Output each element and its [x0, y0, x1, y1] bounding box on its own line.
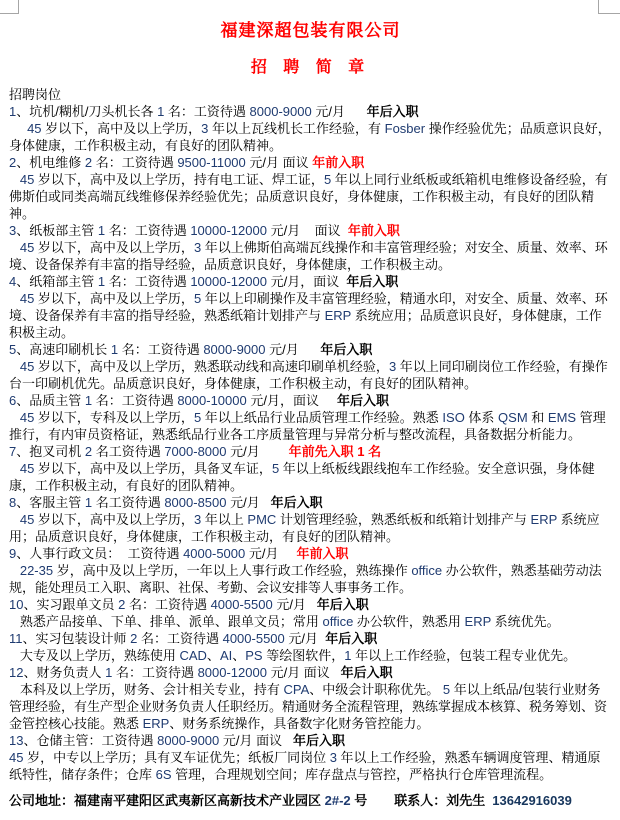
document-page	[9, 10, 612, 783]
job-entry-timing-label: 年前入职	[347, 223, 400, 238]
company-address: 公司地址：福建南平建阳区武夷新区高新技术产业园区 2#-2 号	[9, 793, 368, 808]
job-header-text: 4、纸箱部主管 1 名：工资待遇 10000-12000 元/月，面议	[9, 274, 347, 289]
job-header-text: 12、财务负责人 1 名：工资待遇 8000-12000 元/月 面议	[9, 665, 341, 680]
job-entry-timing-label: 年前入职	[312, 155, 365, 170]
job-desc: 45 岁以下，高中及以上学历，3 年以上 PMC 计划管理经验，熟悉纸板和纸箱计划排产与 ERP 系统应用；品质意识良好，身体健康，工作积极主动，有良好的团队精神。	[9, 512, 600, 544]
job-desc: 45 岁，中专以上学历；具有叉车证优先；纸板厂同岗位 3 年以上工作经验，熟悉车辆调度管理、精通原纸特性，储存条件；仓库 6S 管理，合理规划空间；库存盘点与管控，严格执行仓库管理流程。	[9, 750, 601, 782]
job-entry-timing-label: 年后入职	[316, 597, 369, 612]
job-entry-timing-label: 年前先入职 1 名	[288, 444, 382, 459]
job-desc: 45 岁以下，高中及以上学历，5 年以上印刷操作及丰富管理经验，精通水印，对安全、质量、效率、环境、设备保养有丰富的指导经验，熟悉纸箱计划排产与 ERP 系统应用；品质意识良好，身体健康，工作积极主动。	[9, 291, 608, 340]
job-header-text: 3、纸板部主管 1 名：工资待遇 10000-12000 元/月 面议	[9, 223, 348, 238]
job-header	[9, 222, 612, 239]
job-header	[9, 630, 612, 647]
job-header	[9, 494, 612, 511]
job-header-text: 5、高速印刷机长 1 名：工资待遇 8000-9000 元/月	[9, 342, 321, 357]
job-header	[9, 103, 612, 120]
recruitment-heading: 招 聘 简 章	[250, 59, 371, 76]
job-header	[9, 664, 612, 681]
job-header-text: 2、机电维修 2 名：工资待遇 9500-11000 元/月 面议	[9, 155, 313, 170]
contact-person: 联系人：刘先生	[394, 793, 486, 808]
job-entry-timing-label: 年后入职	[292, 733, 345, 748]
job-header-text: 13、仓储主管：工资待遇 8000-9000 元/月 面议	[9, 733, 293, 748]
job-header-text: 10、实习跟单文员 2 名：工资待遇 4000-5500 元/月	[9, 597, 317, 612]
job-header-text: 8、客服主管 1 名工资待遇 8000-8500 元/月	[9, 495, 271, 510]
job-entry-timing-label: 年后入职	[346, 274, 399, 289]
job-desc: 45 岁以下，高中及以上学历，具备叉车证，5 年以上纸板线跟线抱车工作经验。安全意识强，身体健康，工作积极主动，有良好的团队精神。	[9, 461, 595, 493]
job-desc: 熟悉产品接单、下单、排单、派单、跟单文员；常用 office 办公软件，熟悉用 ERP 系统优先。	[9, 614, 560, 629]
job-entry-timing-label: 年后入职	[340, 665, 393, 680]
job-header	[9, 341, 612, 358]
job-list	[9, 103, 612, 783]
job-entry-timing-label: 年后入职	[366, 104, 419, 119]
job-header-text: 7、抱叉司机 2 名工资待遇 7000-8000 元/月	[9, 444, 289, 459]
recruitment-section-label: 招聘岗位	[9, 87, 62, 102]
job-header	[9, 596, 612, 613]
job-header-text: 6、品质主管 1 名：工资待遇 8000-10000 元/月，面议	[9, 393, 338, 408]
contact-phone: 13642916039	[492, 793, 572, 808]
job-entry-timing-label: 年前入职	[296, 546, 349, 561]
job-header	[9, 545, 612, 562]
job-header	[9, 273, 612, 290]
job-header	[9, 732, 612, 749]
footer-contact-line	[9, 790, 612, 809]
company-title: 福建深超包装有限公司	[220, 21, 401, 40]
job-desc: 大专及以上学历，熟练使用 CAD、AI、PS 等绘图软件，1 年以上工作经验，包装工程专业优先。	[9, 648, 577, 663]
job-entry-timing-label: 年后入职	[337, 393, 390, 408]
job-header-text: 9、人事行政文员： 工资待遇 4000-5000 元/月	[9, 546, 297, 561]
job-desc: 45 岁以下，专科及以上学历，5 年以上纸品行业品质管理工作经验。熟悉 ISO 体系 QSM 和 EMS 管理推行，有内审员资格证，熟悉纸品行业各工序质量管理与异常分析与整改流程，具备数据分析能力。	[9, 410, 606, 442]
job-header	[9, 443, 612, 460]
job-header-text: 11、实习包装设计师 2 名：工资待遇 4000-5500 元/月	[9, 631, 326, 646]
job-desc: 22-35 岁，高中及以上学历，一年以上人事行政工作经验，熟练操作 office 办公软件，熟悉基础劳动法规，能处理员工入职、离职、社保、考勤、会议安排等人事事务工作。	[9, 563, 602, 595]
job-entry-timing-label: 年后入职	[320, 342, 373, 357]
job-header	[9, 154, 612, 171]
job-entry-timing-label: 年后入职	[270, 495, 323, 510]
job-entry-timing-label: 年后入职	[325, 631, 378, 646]
job-header	[9, 392, 612, 409]
job-header-text: 1、坑机/糊机/刀头机长各 1 名：工资待遇 8000-9000 元/月	[9, 104, 367, 119]
job-desc: 45 岁以下，高中及以上学历，3 年以上瓦线机长工作经验，有 Fosber 操作经验优先；品质意识良好，身体健康，工作积极主动，有良好的团队精神。	[9, 121, 611, 153]
job-desc: 45 岁以下，高中及以上学历，持有电工证、焊工证，5 年以上同行业纸板或纸箱机电维修设备经验，有佛斯伯或同类高端瓦线维修保养经验优先；品质意识良好，身体健康，工作积极主动，有良好的团队精神。	[9, 172, 608, 221]
job-desc: 45 岁以下，高中及以上学历，熟悉联动线和高速印刷单机经验，3 年以上同印刷岗位工作经验，有操作台一印刷机优先。品质意识良好，身体健康，工作积极主动，有良好的团队精神。	[9, 359, 608, 391]
job-desc: 45 岁以下，高中及以上学历，3 年以上佛斯伯高端瓦线操作和丰富管理经验；对安全、质量、效率、环境、设备保养有丰富的指导经验，品质意识良好，身体健康，工作积极主动。	[9, 240, 608, 272]
job-desc: 本科及以上学历，财务、会计相关专业，持有 CPA、中级会计职称优先。 5 年以上纸品/包装行业财务管理经验，有生产型企业财务负责人任职经历。精通财务全流程管理，熟练掌握成本核算、税务筹划、资金管控核心技能。熟悉 ERP、财务系统操作，具备数字化财务管控能力。	[9, 682, 608, 731]
